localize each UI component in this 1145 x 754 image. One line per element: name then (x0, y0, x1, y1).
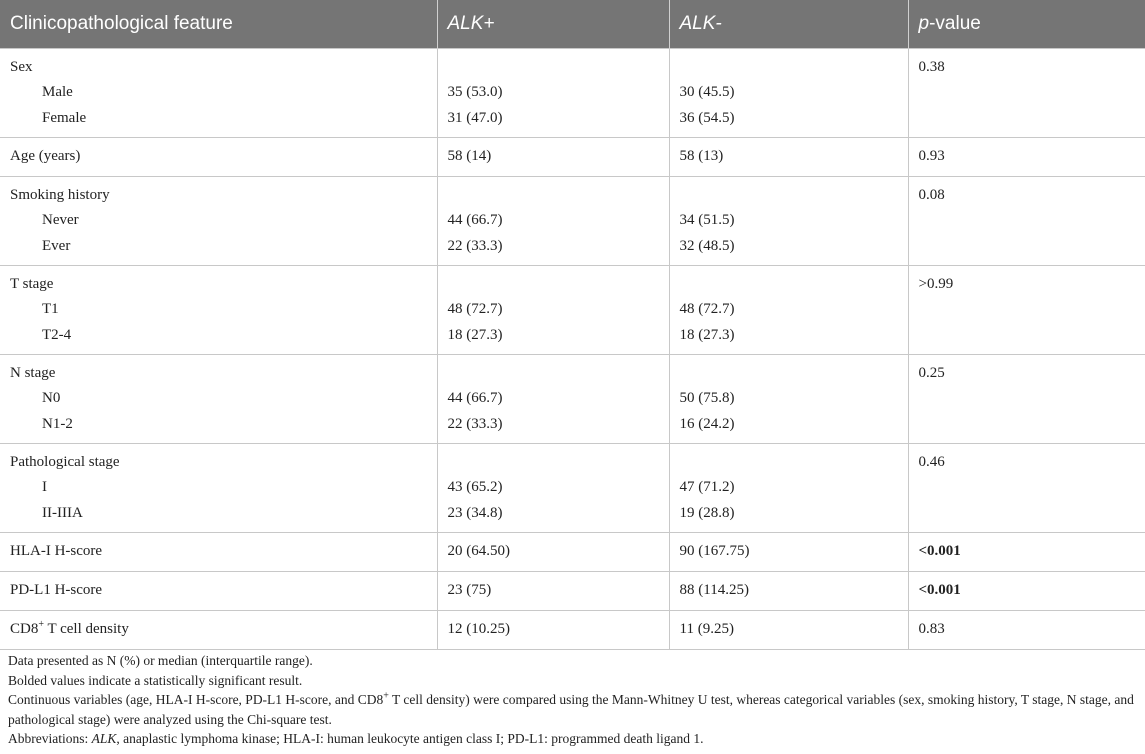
header-alk-positive (437, 0, 669, 48)
row-label: Smoking history (10, 186, 110, 203)
value: 23 (75) (447, 581, 492, 598)
p-value: 0.83 (918, 620, 945, 637)
row-label-sup: + (38, 618, 44, 630)
value: 58 (14) (447, 147, 492, 164)
value: 12 (10.25) (447, 620, 510, 637)
value: 18 (27.3) (447, 326, 503, 343)
header-alk-negative-text: ALK- (679, 12, 722, 34)
header-alk-negative (669, 0, 908, 48)
cell-feature (0, 48, 437, 137)
cell-p-value (908, 532, 1145, 571)
value: 48 (72.7) (447, 301, 503, 317)
table-row-sex (0, 48, 1145, 137)
footnote-abbr-a: Abbreviations: (8, 731, 92, 746)
cell-p-value (908, 571, 1145, 610)
table-footnotes (8, 651, 1138, 749)
cell-feature (0, 354, 437, 443)
footnote-statistical-tests (8, 690, 1138, 729)
table-row-smoking (0, 176, 1145, 265)
value: 20 (64.50) (447, 542, 510, 559)
sub-label: Ever (42, 237, 71, 254)
value: 47 (71.2) (679, 479, 735, 495)
value: 44 (66.7) (447, 390, 503, 406)
cell-p-value (908, 48, 1145, 137)
header-p-rest: -value (929, 12, 981, 34)
cell-feature (0, 265, 437, 354)
footnote-tests-sup: + (383, 690, 389, 702)
value: 36 (54.5) (679, 109, 735, 126)
cell-feature (0, 532, 437, 571)
cell-alk-positive (437, 176, 669, 265)
value: 43 (65.2) (447, 479, 503, 495)
cell-alk-negative (669, 354, 908, 443)
cell-alk-negative (669, 137, 908, 176)
value: 22 (33.3) (447, 237, 503, 254)
cell-p-value (908, 610, 1145, 649)
sub-label: Never (42, 212, 79, 228)
p-value-significant: <0.001 (918, 581, 961, 598)
cell-alk-positive (437, 443, 669, 532)
value: 88 (114.25) (679, 581, 749, 598)
value: 31 (47.0) (447, 109, 503, 126)
p-value: >0.99 (918, 275, 954, 292)
p-value: 0.93 (918, 147, 945, 164)
header-p-value (908, 0, 1145, 48)
footnote-tests-post: T cell density) were compared using the Mann-Whitney U test, whereas categorical variables (sex, smoking history, T stage, N stage, and pathological stage) were analyzed using the Chi-square test. (8, 692, 1134, 727)
p-value: 0.08 (918, 186, 945, 203)
footnote-abbreviations (8, 729, 1138, 749)
cell-p-value (908, 354, 1145, 443)
cell-alk-positive (437, 48, 669, 137)
cell-feature (0, 137, 437, 176)
cell-feature (0, 610, 437, 649)
header-feature: Clinicopathological feature (0, 0, 437, 48)
cell-alk-positive (437, 532, 669, 571)
value: 22 (33.3) (447, 415, 503, 432)
row-label (10, 617, 427, 643)
sub-label: T1 (42, 301, 59, 317)
sub-label: T2-4 (42, 326, 72, 343)
cell-alk-negative (669, 48, 908, 137)
cell-alk-positive (437, 610, 669, 649)
value: 30 (45.5) (679, 84, 735, 100)
row-label-post: T cell density (43, 620, 129, 637)
p-value: 0.25 (918, 364, 945, 381)
row-label: HLA-I H-score (10, 542, 103, 559)
cell-alk-positive (437, 354, 669, 443)
value: 90 (167.75) (679, 542, 750, 559)
row-label: Age (years) (10, 147, 81, 164)
table-row-hla-i (0, 532, 1145, 571)
row-label: T stage (10, 275, 54, 292)
table-row-t-stage (0, 265, 1145, 354)
p-value: 0.46 (918, 453, 945, 470)
sub-label: N1-2 (42, 415, 73, 432)
value: 50 (75.8) (679, 390, 735, 406)
row-label: N stage (10, 364, 56, 381)
footnote-tests-pre: Continuous variables (age, HLA-I H-score, PD-L1 H-score, and CD8 (8, 692, 384, 707)
row-label-pre: CD8 (10, 620, 39, 637)
row-label: Sex (10, 58, 33, 75)
value: 23 (34.8) (447, 504, 503, 521)
value: 11 (9.25) (679, 620, 734, 637)
header-p-italic: p (918, 12, 930, 34)
sub-label: Female (42, 109, 87, 126)
value: 19 (28.8) (679, 504, 735, 521)
table-row-pathological-stage (0, 443, 1145, 532)
sub-label: N0 (42, 390, 61, 406)
sub-label: Male (42, 84, 73, 100)
value: 34 (51.5) (679, 212, 735, 228)
value: 44 (66.7) (447, 212, 503, 228)
cell-feature (0, 443, 437, 532)
sub-label: II-IIIA (42, 504, 83, 521)
cell-p-value (908, 443, 1145, 532)
cell-feature (0, 176, 437, 265)
cell-feature (0, 571, 437, 610)
row-label: Pathological stage (10, 453, 120, 470)
footnote-bold-significance: Bolded values indicate a statistically significant result. (8, 672, 303, 688)
table-row-age (0, 137, 1145, 176)
p-value-significant: <0.001 (918, 542, 961, 559)
cell-alk-negative (669, 532, 908, 571)
sub-label: I (42, 479, 47, 495)
table-row-cd8 (0, 610, 1145, 649)
cell-p-value (908, 265, 1145, 354)
footnote-data-presentation: Data presented as N (%) or median (interquartile range). (8, 653, 313, 668)
row-label: PD-L1 H-score (10, 581, 103, 598)
value: 16 (24.2) (679, 415, 735, 432)
p-value: 0.38 (918, 58, 945, 75)
cell-alk-positive (437, 571, 669, 610)
cell-alk-negative (669, 265, 908, 354)
value: 32 (48.5) (679, 237, 735, 254)
table-row-pd-l1 (0, 571, 1145, 610)
value: 48 (72.7) (679, 301, 735, 317)
cell-alk-negative (669, 571, 908, 610)
footnote-abbr-b: , anaplastic lymphoma kinase; HLA-I: human leukocyte antigen class I; PD-L1: programmed death ligand 1. (116, 731, 704, 746)
cell-alk-negative (669, 610, 908, 649)
value: 35 (53.0) (447, 84, 503, 100)
footnote-abbr-alk: ALK (91, 731, 117, 746)
cell-alk-negative (669, 443, 908, 532)
table-header (0, 0, 1145, 48)
cell-p-value (908, 176, 1145, 265)
value: 58 (13) (679, 147, 724, 164)
cell-alk-positive (437, 265, 669, 354)
header-alk-positive-text: ALK+ (447, 12, 495, 34)
cell-p-value (908, 137, 1145, 176)
value: 18 (27.3) (679, 326, 735, 343)
cell-alk-negative (669, 176, 908, 265)
table-row-n-stage (0, 354, 1145, 443)
cell-alk-positive (437, 137, 669, 176)
